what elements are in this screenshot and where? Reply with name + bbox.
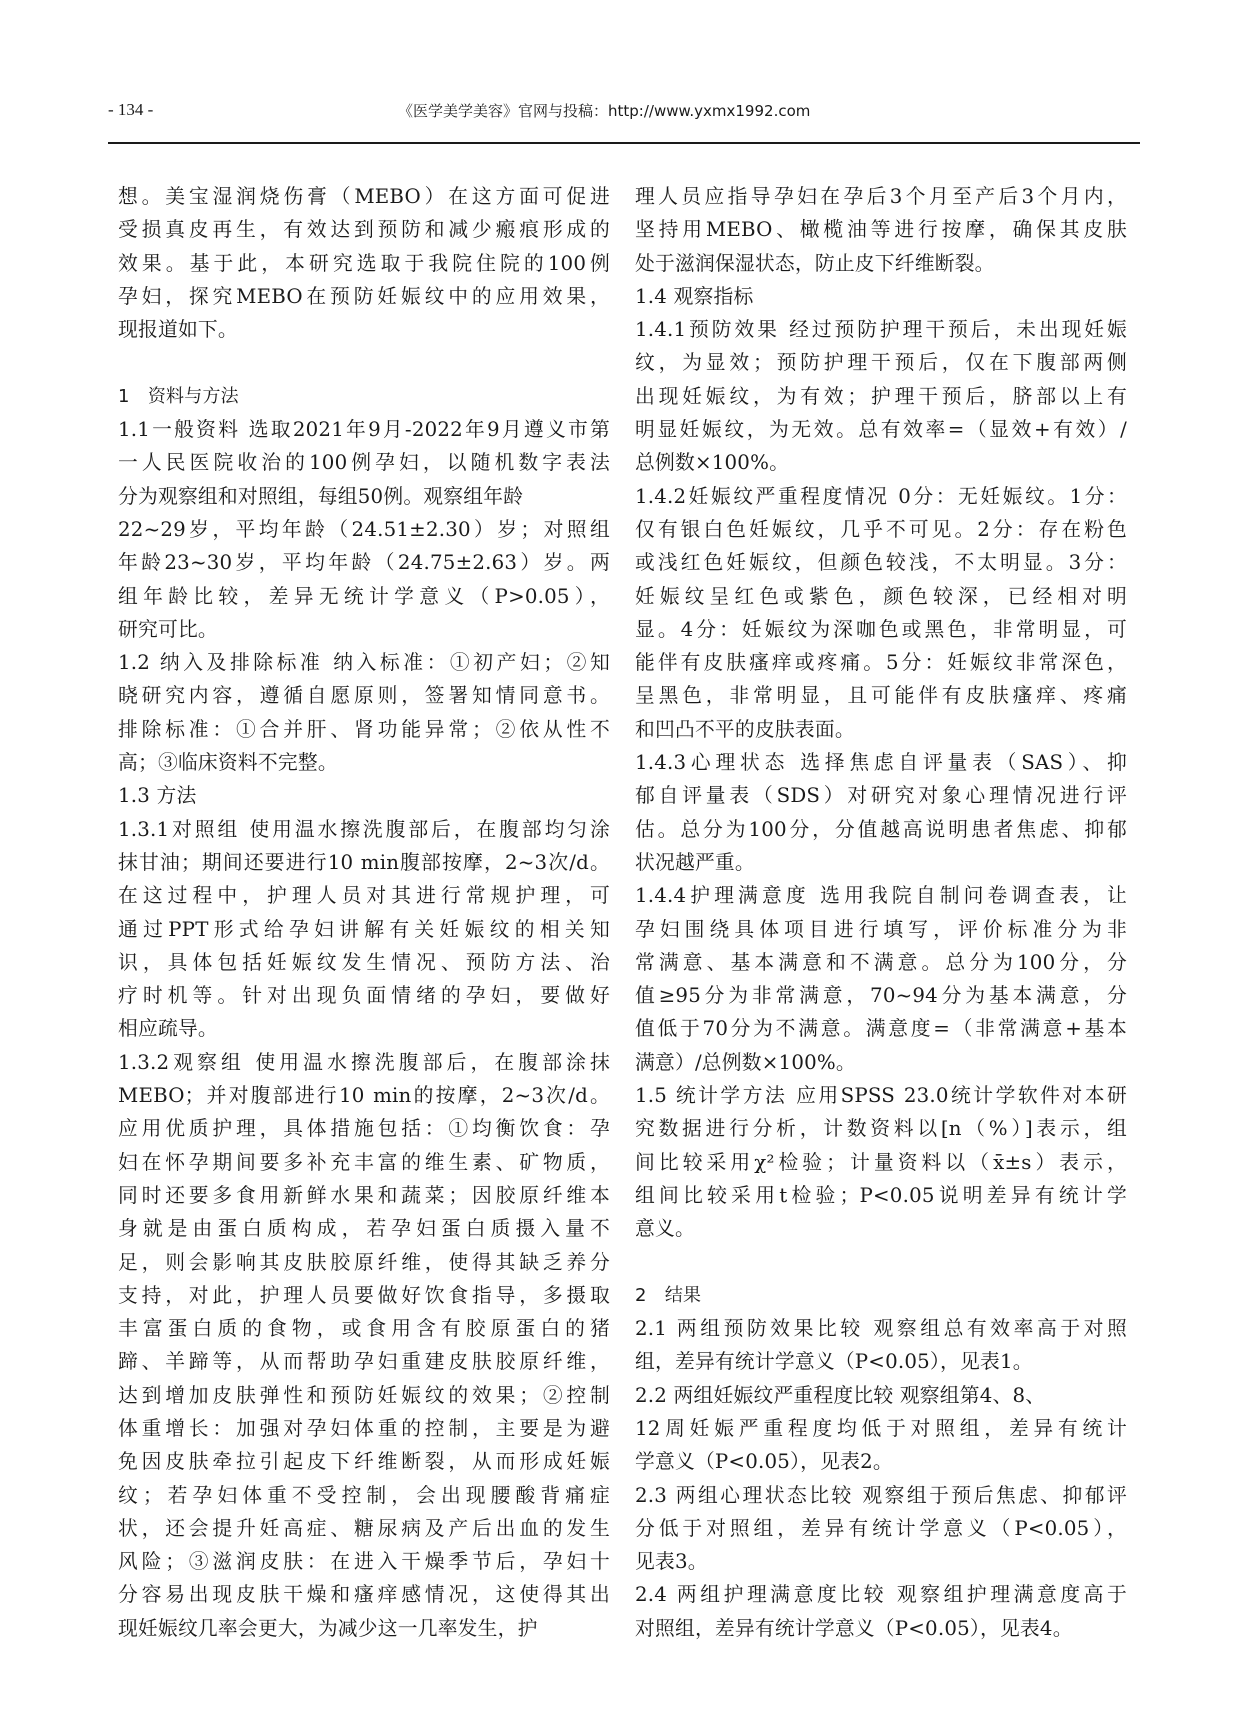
text-line: 状，还会提升妊高症、糖尿病及产后出血的发生	[118, 1516, 610, 1540]
text-line: 分为观察组和对照组，每组50例。观察组年龄	[118, 484, 524, 508]
text-line: 排除标准：①合并肝、肾功能异常；②依从性不	[118, 717, 610, 741]
text-line: 理人员应指导孕妇在孕后3个月至产后3个月内，	[635, 185, 1127, 208]
text-line: 值≥95分为非常满意，70~94分为基本满意，分	[635, 984, 1127, 1008]
text-line: 1.4.2妊娠纹严重程度情况 0分：无妊娠纹。1分：	[635, 484, 1127, 508]
text-line: 妊娠纹呈红色或紫色，颜色较深，已经相对明	[635, 584, 1127, 608]
text-line: 对照组，差异有统计学意义（P<0.05），见表4。	[635, 1616, 1073, 1640]
text-line: 1.2 纳入及排除标准 纳入标准：①初产妇；②知	[118, 651, 610, 675]
text-line: 应用优质护理，具体措施包括：①均衡饮食：孕	[118, 1117, 610, 1141]
text-line: 见表3。	[635, 1550, 708, 1574]
text-line: 显。4分：妊娠纹为深咖色或黑色，非常明显，可	[635, 617, 1127, 641]
text-line: 值低于70分为不满意。满意度=（非常满意+基本	[635, 1017, 1127, 1041]
text-line: 研究可比。	[118, 617, 218, 641]
text-line: 孕妇，探究MEBO在预防妊娠纹中的应用效果，	[118, 284, 610, 308]
text-line: 一人民医院收治的100例孕妇，以随机数字表法	[118, 451, 610, 475]
blank-line	[118, 346, 610, 379]
text-line: 组年龄比较，差异无统计学意义（P>0.05），	[118, 584, 610, 608]
text-line: 常满意、基本满意和不满意。总分为100分，分	[635, 950, 1127, 974]
text-line: MEBO；并对腹部进行10 min的按摩，2~3次/d。	[118, 1084, 610, 1108]
text-line: 12周妊娠严重程度均低于对照组，差异有统计	[635, 1416, 1127, 1440]
text-line: 支持，对此，护理人员要做好饮食指导，多摄取	[118, 1283, 610, 1307]
text-line: 1.4.1预防效果 经过预防护理干预后，未出现妊娠	[635, 318, 1127, 342]
left-text-column	[118, 180, 610, 1645]
text-line: 现报道如下。	[118, 318, 238, 342]
text-line: 同时还要多食用新鲜水果和蔬菜；因胶原纤维本	[118, 1183, 610, 1207]
text-line: 1.4 观察指标	[635, 284, 754, 308]
text-line: 高；③临床资料不完整。	[118, 751, 338, 775]
journal-info: 《医学美学美容》官网与投稿：http://www.yxmx1992.com	[398, 102, 811, 120]
text-line: 满意）/总例数×100%。	[635, 1050, 856, 1074]
text-line: 疗时机等。针对出现负面情绪的孕妇，要做好	[118, 984, 610, 1008]
text-line: 孕妇围绕具体项目进行填写，评价标准分为非	[635, 917, 1127, 941]
text-line: 组间比较采用t检验；P<0.05说明差异有统计学	[635, 1183, 1127, 1207]
text-line: 达到增加皮肤弹性和预防妊娠纹的效果；②控制	[118, 1383, 610, 1407]
text-line: 纹；若孕妇体重不受控制，会出现腰酸背痛症	[118, 1483, 610, 1507]
text-line: 1.5 统计学方法 应用SPSS 23.0统计学软件对本研	[635, 1084, 1127, 1108]
text-line: 年龄23~30岁，平均年龄（24.75±2.63）岁。两	[118, 551, 610, 575]
text-line: 呈黑色，非常明显，且可能伴有皮肤瘙痒、疼痛	[635, 684, 1127, 708]
text-line: 明显妊娠纹，为无效。总有效率=（显效+有效）/	[635, 418, 1127, 442]
text-line: 想。美宝湿润烧伤膏（MEBO）在这方面可促进	[118, 185, 610, 208]
text-line: 相应疏导。	[118, 1017, 218, 1041]
text-line: 妇在怀孕期间要多补充丰富的维生素、矿物质，	[118, 1150, 610, 1174]
text-line: 间比较采用χ²检验；计量资料以（x̄±s）表示，	[635, 1150, 1127, 1174]
text-line: 纹，为显效；预防护理干预后，仅在下腹部两侧	[635, 351, 1127, 375]
text-line: 1.4.4护理满意度 选用我院自制问卷调查表，让	[635, 884, 1127, 908]
text-line: 1.3 方法	[118, 784, 197, 808]
text-line: 2.2 两组妊娠纹严重程度比较 观察组第4、8、	[635, 1383, 1046, 1407]
text-line: 学意义（P<0.05），见表2。	[635, 1450, 893, 1474]
text-line: 状况越严重。	[635, 850, 755, 874]
text-line: 坚持用MEBO、橄榄油等进行按摩，确保其皮肤	[635, 218, 1127, 242]
text-line: 意义。	[635, 1217, 695, 1241]
text-line: 体重增长：加强对孕妇体重的控制，主要是为避	[118, 1416, 610, 1440]
text-line: 1.3.2观察组 使用温水擦洗腹部后，在腹部涂抹	[118, 1050, 610, 1074]
text-line: 究数据进行分析，计数资料以[n（%）]表示，组	[635, 1117, 1127, 1141]
page-number: - 134 -	[108, 100, 154, 119]
section-heading: 2 结果	[635, 1284, 702, 1306]
text-line: 22~29岁，平均年龄（24.51±2.30）岁；对照组	[118, 517, 610, 541]
text-line: 或浅红色妊娠纹，但颜色较浅，不太明显。3分：	[635, 551, 1127, 575]
text-line: 足，则会影响其皮肤胶原纤维，使得其缺乏养分	[118, 1250, 610, 1274]
text-line: 现妊娠纹几率会更大，为减少这一几率发生，护	[118, 1616, 538, 1640]
text-line: 免因皮肤牵拉引起皮下纤维断裂，从而形成妊娠	[118, 1450, 610, 1474]
text-line: 蹄、羊蹄等，从而帮助孕妇重建皮肤胶原纤维，	[118, 1350, 610, 1374]
text-line: 通过PPT形式给孕妇讲解有关妊娠纹的相关知	[118, 917, 610, 941]
right-text-column	[635, 180, 1127, 1645]
text-line: 2.3 两组心理状态比较 观察组于预后焦虑、抑郁评	[635, 1483, 1127, 1507]
text-line: 1.3.1对照组 使用温水擦洗腹部后，在腹部均匀涂	[118, 817, 610, 841]
text-line: 出现妊娠纹，为有效；护理干预后，脐部以上有	[635, 384, 1127, 408]
text-line: 分低于对照组，差异有统计学意义（P<0.05），	[635, 1516, 1127, 1540]
text-line: 身就是由蛋白质构成，若孕妇蛋白质摄入量不	[118, 1217, 610, 1241]
text-line: 效果。基于此，本研究选取于我院住院的100例	[118, 251, 610, 275]
text-line: 和凹凸不平的皮肤表面。	[635, 717, 855, 741]
text-line: 晓研究内容，遵循自愿原则，签署知情同意书。	[118, 684, 610, 708]
text-line: 丰富蛋白质的食物，或食用含有胶原蛋白的猪	[118, 1317, 610, 1341]
page-header	[108, 92, 1140, 132]
section-heading: 1 资料与方法	[118, 385, 239, 407]
text-line: 仅有银白色妊娠纹，几乎不可见。2分：存在粉色	[635, 517, 1127, 541]
text-line: 2.4 两组护理满意度比较 观察组护理满意度高于	[635, 1583, 1127, 1607]
text-line: 组，差异有统计学意义（P<0.05），见表1。	[635, 1350, 1033, 1374]
text-line: 分容易出现皮肤干燥和瘙痒感情况，这使得其出	[118, 1583, 610, 1607]
text-line: 在这过程中，护理人员对其进行常规护理，可	[118, 884, 610, 908]
text-line: 郁自评量表（SDS）对研究对象心理情况进行评	[635, 784, 1127, 808]
text-line: 抹甘油；期间还要进行10 min腹部按摩，2~3次/d。	[118, 850, 610, 874]
text-line: 能伴有皮肤瘙痒或疼痛。5分：妊娠纹非常深色，	[635, 651, 1127, 675]
header-rule	[108, 142, 1140, 144]
text-line: 受损真皮再生，有效达到预防和减少瘢痕形成的	[118, 218, 610, 242]
text-line: 1.1一般资料 选取2021年9月-2022年9月遵义市第	[118, 418, 610, 442]
text-line: 1.4.3心理状态 选择焦虑自评量表（SAS）、抑	[635, 751, 1127, 775]
text-line: 估。总分为100分，分值越高说明患者焦虑、抑郁	[635, 817, 1127, 841]
text-line: 识，具体包括妊娠纹发生情况、预防方法、治	[118, 950, 610, 974]
text-line: 处于滋润保湿状态，防止皮下纤维断裂。	[635, 251, 995, 275]
text-line: 总例数×100%。	[635, 451, 790, 475]
text-line: 2.1 两组预防效果比较 观察组总有效率高于对照	[635, 1317, 1127, 1341]
text-line: 风险；③滋润皮肤：在进入干燥季节后，孕妇十	[118, 1550, 610, 1574]
blank-line	[635, 1246, 1127, 1279]
